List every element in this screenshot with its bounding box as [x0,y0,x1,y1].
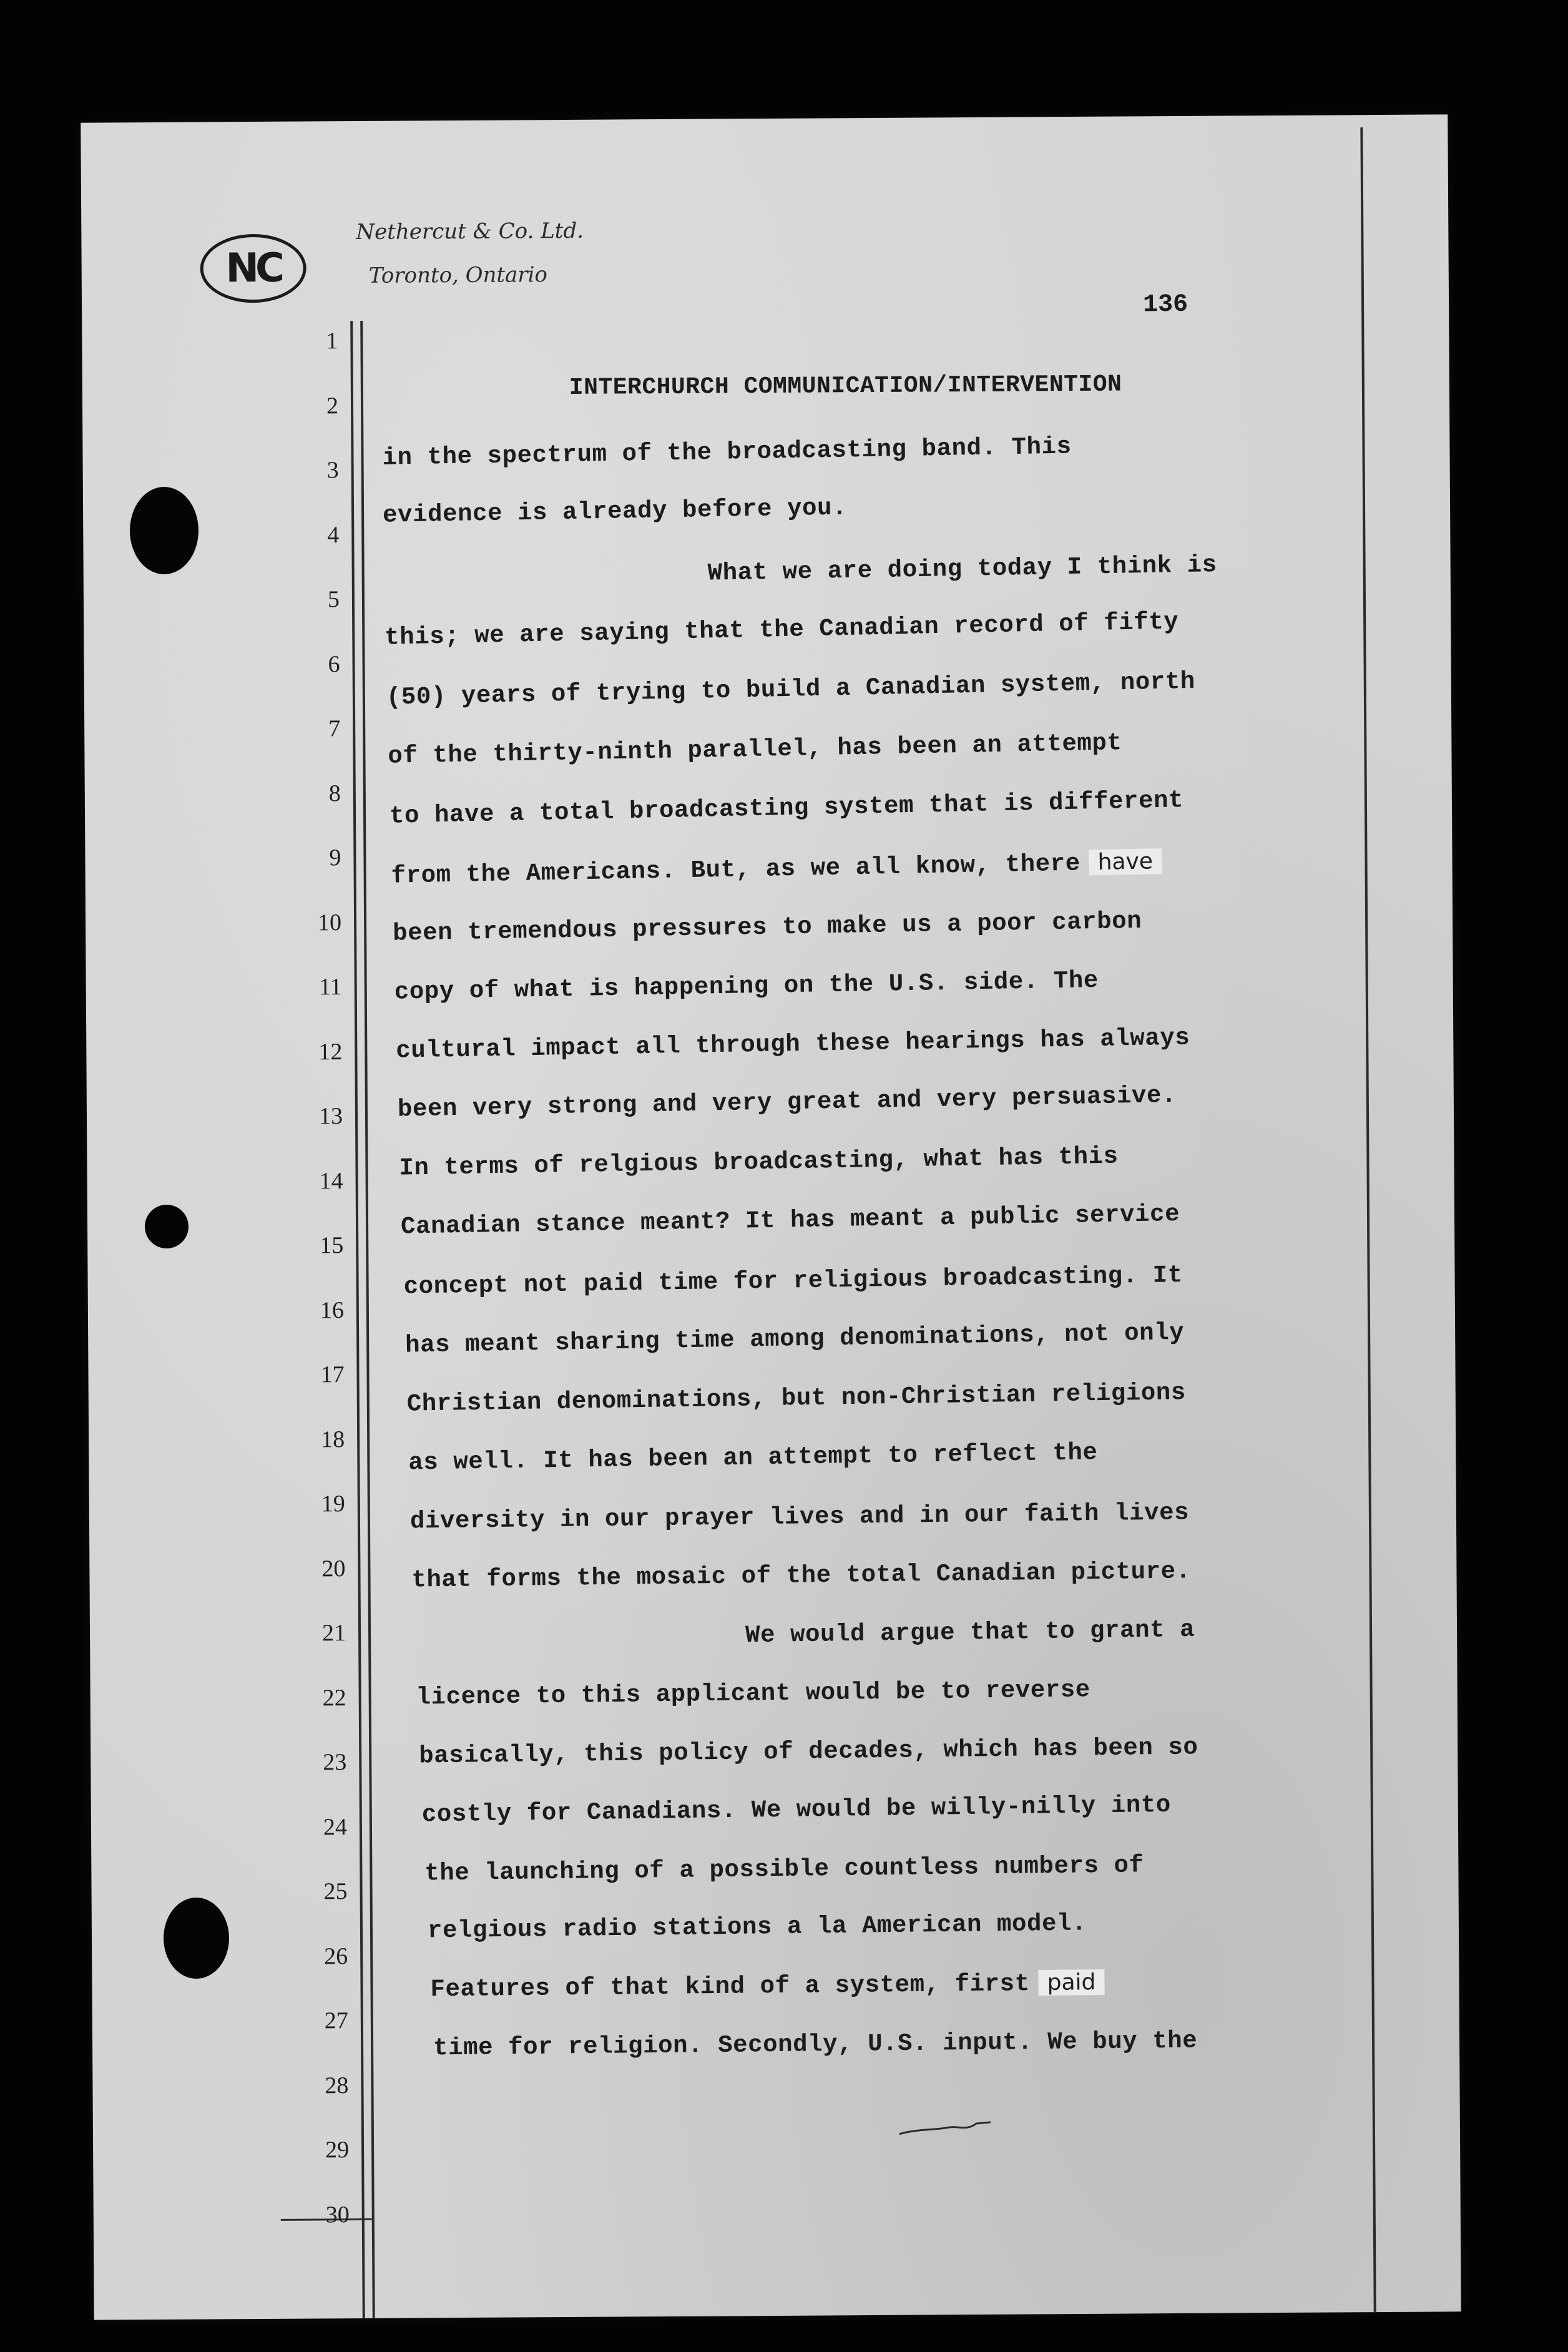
transcript-line [424,1851,1144,1887]
line-text: What we are doing today I think is [707,551,1218,587]
line-text: diversity in our prayer lives and in our faith lives [409,1499,1190,1536]
line-number: 2 [326,392,339,419]
line-text: concept not paid time for religious broadcasting. It [403,1262,1183,1301]
line-number: 12 [318,1038,343,1065]
line-number: 20 [321,1555,346,1582]
transcript-line [403,1262,1183,1301]
line-text: Canadian stance meant? It has meant a public service [400,1200,1180,1241]
transcript-line [430,1969,1104,2003]
line-text: basically, this policy of decades, which has been so [419,1733,1198,1770]
transcript-line [411,1557,1191,1594]
line-text: in the spectrum of the broadcasting band. This [382,433,1072,472]
line-text: this; we are saying that the Canadian record of fifty [384,608,1179,652]
line-text: Features of that kind of a system, first [430,1970,1030,2004]
line-text: the launching of a possible countless numbers of [424,1851,1144,1888]
line-number: 22 [322,1684,346,1711]
line-number: 24 [323,1813,348,1840]
transcript-line [406,1379,1186,1418]
line-number: 15 [320,1232,344,1259]
line-text: (50) years of trying to build a Canadian system, north [386,667,1196,712]
line-text: time for religion. Secondly, U.S. input. We buy the [433,2027,1198,2062]
line-number: 1 [326,328,338,355]
transcript-line [396,1024,1190,1065]
transcript-line [416,1676,1090,1711]
line-number: 8 [328,780,341,806]
page-number: 136 [1142,290,1188,320]
punch-hole-top [130,487,198,574]
line-number: 13 [318,1103,343,1130]
line-text: has meant sharing time among denominations, not only [404,1318,1185,1360]
inserted-correction: paid [1038,1969,1104,1996]
firm-city: Toronto, Ontario [368,262,548,288]
transcript-line [428,1909,1087,1944]
line-number: 25 [323,1878,348,1905]
punch-hole-middle [145,1205,189,1248]
transcript-line [408,1439,1098,1476]
transcript-line [707,551,1217,587]
line-text: as well. It has been an attempt to reflect the [408,1439,1098,1477]
line-text: evidence is already before you. [382,494,848,529]
transcript-line [385,608,1179,652]
line-number: 26 [324,1943,348,1969]
document-heading: INTERCHURCH COMMUNICATION/INTERVENTION [569,371,1122,401]
transcript-line [386,668,1195,712]
line-number: 19 [321,1491,345,1517]
line-text: licence to this applicant would be to reverse [416,1676,1091,1712]
firm-name: Nethercut & Co. Ltd. [356,218,584,245]
line-number: 23 [323,1749,347,1776]
line-text: to have a total broadcasting system that is different [389,786,1184,830]
line-number: 9 [329,845,341,871]
handwritten-mark [898,2115,992,2140]
line-number: 27 [324,2007,348,2034]
transcript-line [398,1082,1177,1124]
transcript-line [382,433,1072,471]
line-number: 29 [325,2137,350,2163]
line-text: Christian denominations, but non-Christian religions [406,1379,1187,1418]
transcript-line [419,1733,1198,1770]
transcript-line [394,967,1099,1006]
line-number: 3 [326,457,339,484]
transcript-line [405,1319,1185,1360]
line-text: that forms the mosaic of the total Canadian picture. [411,1557,1191,1594]
line-text: of the thirty-ninth parallel, has been an attempt [388,729,1122,770]
transcript-line [388,729,1122,770]
line-text: costly for Canadians. We would be willy-nilly into [421,1791,1172,1829]
line-text: copy of what is happening on the U.S. side. The [394,966,1099,1006]
line-text: cultural impact all through these hearings has always [395,1024,1190,1065]
line-number: 30 [325,2201,350,2228]
line-number: 7 [328,715,341,742]
transcript-line [390,786,1184,830]
line-text: been tremendous pressures to make us a poor carbon [392,907,1142,948]
line-number: 6 [328,650,340,677]
line-number: 21 [321,1620,346,1647]
line-number: 18 [321,1426,345,1453]
transcript-line [383,494,848,529]
transcript-line [433,2027,1198,2062]
line-number: 14 [319,1167,343,1194]
line-number: 16 [320,1296,345,1323]
line-text: relgious radio stations a la American model. [427,1909,1087,1945]
firm-logo [200,234,306,303]
line-number: 11 [319,974,342,1001]
logo-text: NC [225,245,282,292]
transcript-line [399,1143,1119,1182]
right-margin-rule [1360,127,1376,2312]
transcript-line [401,1200,1180,1241]
line-text: been very strong and very great and very persuasive. [397,1081,1177,1124]
line-text: In terms of relgious broadcasting, what has this [399,1142,1119,1182]
transcript-line [391,848,1162,890]
transcript-line [393,908,1142,948]
transcript-line [422,1791,1172,1829]
line-number: 4 [327,521,340,548]
transcript-line [410,1499,1190,1535]
punch-hole-bottom [164,1898,229,1979]
inserted-correction: have [1089,848,1162,875]
transcript-page [81,114,1461,2320]
transcript-line [745,1616,1195,1649]
line-number: 17 [320,1361,345,1388]
line-text: from the Americans. But, as we all know, there [391,850,1081,890]
line-number: 10 [317,909,342,936]
line-text: We would argue that to grant a [745,1615,1195,1650]
line-number: 28 [325,2072,349,2099]
line-number: 5 [327,586,340,613]
